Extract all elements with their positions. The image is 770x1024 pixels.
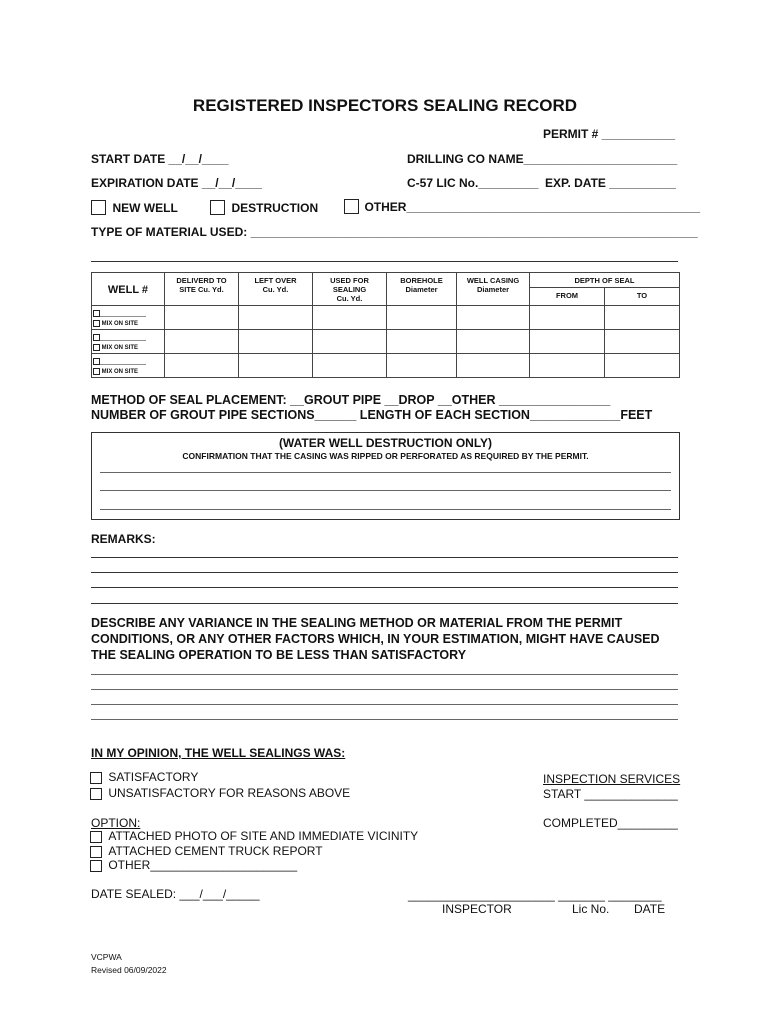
remarks-line[interactable]	[91, 587, 678, 588]
well-checkbox[interactable]	[93, 310, 100, 317]
borehole-cell[interactable]	[387, 306, 457, 330]
unsatisfactory-option[interactable]	[90, 786, 350, 800]
destruction-label: DESTRUCTION	[231, 201, 319, 215]
destruction-only-heading: (WATER WELL DESTRUCTION ONLY)	[278, 436, 493, 450]
attached-cement-checkbox[interactable]	[90, 846, 102, 858]
delivered-header: DELIVERD TO SITE Cu. Yd.	[165, 273, 239, 306]
depth-from-header: FROM	[530, 288, 605, 306]
delivered-cell[interactable]	[165, 306, 239, 330]
other-option[interactable]	[90, 858, 297, 872]
drilling-co-field[interactable]: DRILLING CO NAME_______________________	[407, 152, 678, 166]
start-date-field[interactable]: START DATE __/__/____	[91, 152, 229, 166]
unsatisfactory-checkbox[interactable]	[90, 788, 102, 800]
well-cell[interactable]: ___________ MIX ON SITE	[92, 354, 165, 378]
borehole-cell[interactable]	[387, 330, 457, 354]
satisfactory-option[interactable]	[90, 770, 198, 784]
confirmation-line[interactable]	[100, 472, 671, 473]
well-checkbox[interactable]	[93, 358, 100, 365]
attached-photo-checkbox[interactable]	[90, 831, 102, 843]
depth-to-cell[interactable]	[605, 354, 680, 378]
well-casing-cell[interactable]	[457, 306, 530, 330]
satisfactory-label: SATISFACTORY	[108, 770, 199, 784]
depth-from-cell[interactable]	[530, 354, 605, 378]
lic-no-label: Lic No.	[572, 902, 610, 916]
destruction-only-box	[91, 432, 680, 520]
option-heading: OPTION:	[91, 816, 141, 830]
left-over-cell[interactable]	[239, 330, 313, 354]
remarks-line[interactable]	[91, 572, 678, 573]
attached-cement-label: ATTACHED CEMENT TRUCK REPORT	[108, 844, 323, 858]
new-well-option[interactable]	[91, 199, 178, 217]
depth-of-seal-header: DEPTH OF SEAL	[530, 273, 680, 288]
confirmation-line[interactable]	[100, 490, 671, 491]
other-well-checkbox[interactable]	[344, 199, 359, 214]
variance-line[interactable]	[91, 719, 678, 720]
exp-date-field[interactable]: EXP. DATE __________	[545, 176, 676, 190]
used-for-cell[interactable]	[313, 354, 387, 378]
footer-revised: Revised 06/09/2022	[91, 965, 167, 975]
inspector-label: INSPECTOR	[442, 902, 512, 916]
other-well-option[interactable]	[344, 198, 700, 216]
left-over-header: LEFT OVER Cu. Yd.	[239, 273, 313, 306]
borehole-cell[interactable]	[387, 354, 457, 378]
method-of-seal-placement[interactable]: METHOD OF SEAL PLACEMENT: __GROUT PIPE __DROP __OTHER ________________	[91, 393, 611, 407]
well-casing-cell[interactable]	[457, 330, 530, 354]
opinion-heading: IN MY OPINION, THE WELL SEALINGS WAS:	[91, 746, 346, 760]
date-sealed-field[interactable]: DATE SEALED: ___/___/_____	[91, 887, 260, 901]
variance-instructions: DESCRIBE ANY VARIANCE IN THE SEALING METHOD OR MATERIAL FROM THE PERMIT CONDITIONS, OR ANY OTHER FACTORS WHICH, IN YOUR ESTIMATION, MIGHT HAVE CAUSED THE SEALING OPERATION TO BE LESS THAN SATISFACTORY	[91, 616, 660, 662]
table-row	[92, 354, 680, 378]
material-extra-line[interactable]	[91, 261, 678, 262]
grout-pipe-sections[interactable]: NUMBER OF GROUT PIPE SECTIONS______ LENGTH OF EACH SECTION_____________FEET	[91, 408, 653, 422]
type-of-material-field[interactable]: TYPE OF MATERIAL USED: ___________________________________________________________________	[91, 225, 698, 239]
form-title: REGISTERED INSPECTORS SEALING RECORD	[192, 96, 578, 115]
used-for-cell[interactable]	[313, 330, 387, 354]
inspection-services-heading: INSPECTION SERVICES	[543, 772, 681, 786]
well-number-header: WELL #	[92, 273, 165, 306]
destruction-option[interactable]	[210, 199, 318, 217]
well-cell[interactable]: ___________ MIX ON SITE	[92, 330, 165, 354]
remarks-line[interactable]	[91, 603, 678, 604]
depth-from-cell[interactable]	[530, 330, 605, 354]
variance-line[interactable]	[91, 704, 678, 705]
other-option-checkbox[interactable]	[90, 860, 102, 872]
footer-org: VCPWA	[91, 952, 122, 962]
used-for-header: USED FOR SEALING Cu. Yd.	[313, 273, 387, 306]
variance-line[interactable]	[91, 689, 678, 690]
mix-on-site-checkbox[interactable]	[93, 368, 100, 375]
well-checkbox[interactable]	[93, 334, 100, 341]
unsatisfactory-label: UNSATISFACTORY FOR REASONS ABOVE	[108, 786, 351, 800]
left-over-cell[interactable]	[239, 306, 313, 330]
other-option-label: OTHER______________________	[108, 858, 298, 872]
sealing-table	[91, 272, 680, 378]
borehole-header: BOREHOLE Diameter	[387, 273, 457, 306]
permit-field[interactable]: PERMIT # ___________	[543, 127, 676, 141]
depth-from-cell[interactable]	[530, 306, 605, 330]
remarks-line[interactable]	[91, 557, 678, 558]
satisfactory-checkbox[interactable]	[90, 772, 102, 784]
mix-on-site-checkbox[interactable]	[93, 344, 100, 351]
delivered-cell[interactable]	[165, 330, 239, 354]
c57-license-field[interactable]: C-57 LIC No._________	[407, 176, 539, 190]
depth-to-header: TO	[605, 288, 680, 306]
attached-photo-label: ATTACHED PHOTO OF SITE AND IMMEDIATE VICINITY	[108, 829, 419, 843]
new-well-checkbox[interactable]	[91, 200, 106, 215]
table-row	[92, 330, 680, 354]
table-row	[92, 306, 680, 330]
date-label: DATE	[634, 902, 666, 916]
mix-on-site-checkbox[interactable]	[93, 320, 100, 327]
variance-line[interactable]	[91, 674, 678, 675]
completed-field[interactable]: COMPLETED_________	[543, 816, 678, 830]
attached-cement-option[interactable]	[90, 844, 323, 858]
destruction-checkbox[interactable]	[210, 200, 225, 215]
well-casing-cell[interactable]	[457, 354, 530, 378]
well-cell[interactable]: ___________ MIX ON SITE	[92, 306, 165, 330]
depth-to-cell[interactable]	[605, 306, 680, 330]
other-well-label: OTHER____________________________________________	[364, 200, 701, 214]
confirmation-line[interactable]	[100, 509, 671, 510]
signature-line[interactable]: ______________________ _______ ________	[408, 888, 662, 902]
depth-to-cell[interactable]	[605, 330, 680, 354]
expiration-date-field[interactable]: EXPIRATION DATE __/__/____	[91, 176, 262, 190]
remarks-label: REMARKS:	[91, 532, 156, 546]
attached-photo-option[interactable]	[90, 829, 418, 843]
used-for-cell[interactable]	[313, 306, 387, 330]
delivered-cell[interactable]	[165, 354, 239, 378]
well-casing-header: WELL CASING Diameter	[457, 273, 530, 306]
new-well-label: NEW WELL	[112, 201, 178, 215]
confirmation-text: CONFIRMATION THAT THE CASING WAS RIPPED OR PERFORATED AS REQUIRED BY THE PERMIT.	[182, 451, 589, 461]
start-field[interactable]: START ______________	[543, 787, 678, 801]
left-over-cell[interactable]	[239, 354, 313, 378]
